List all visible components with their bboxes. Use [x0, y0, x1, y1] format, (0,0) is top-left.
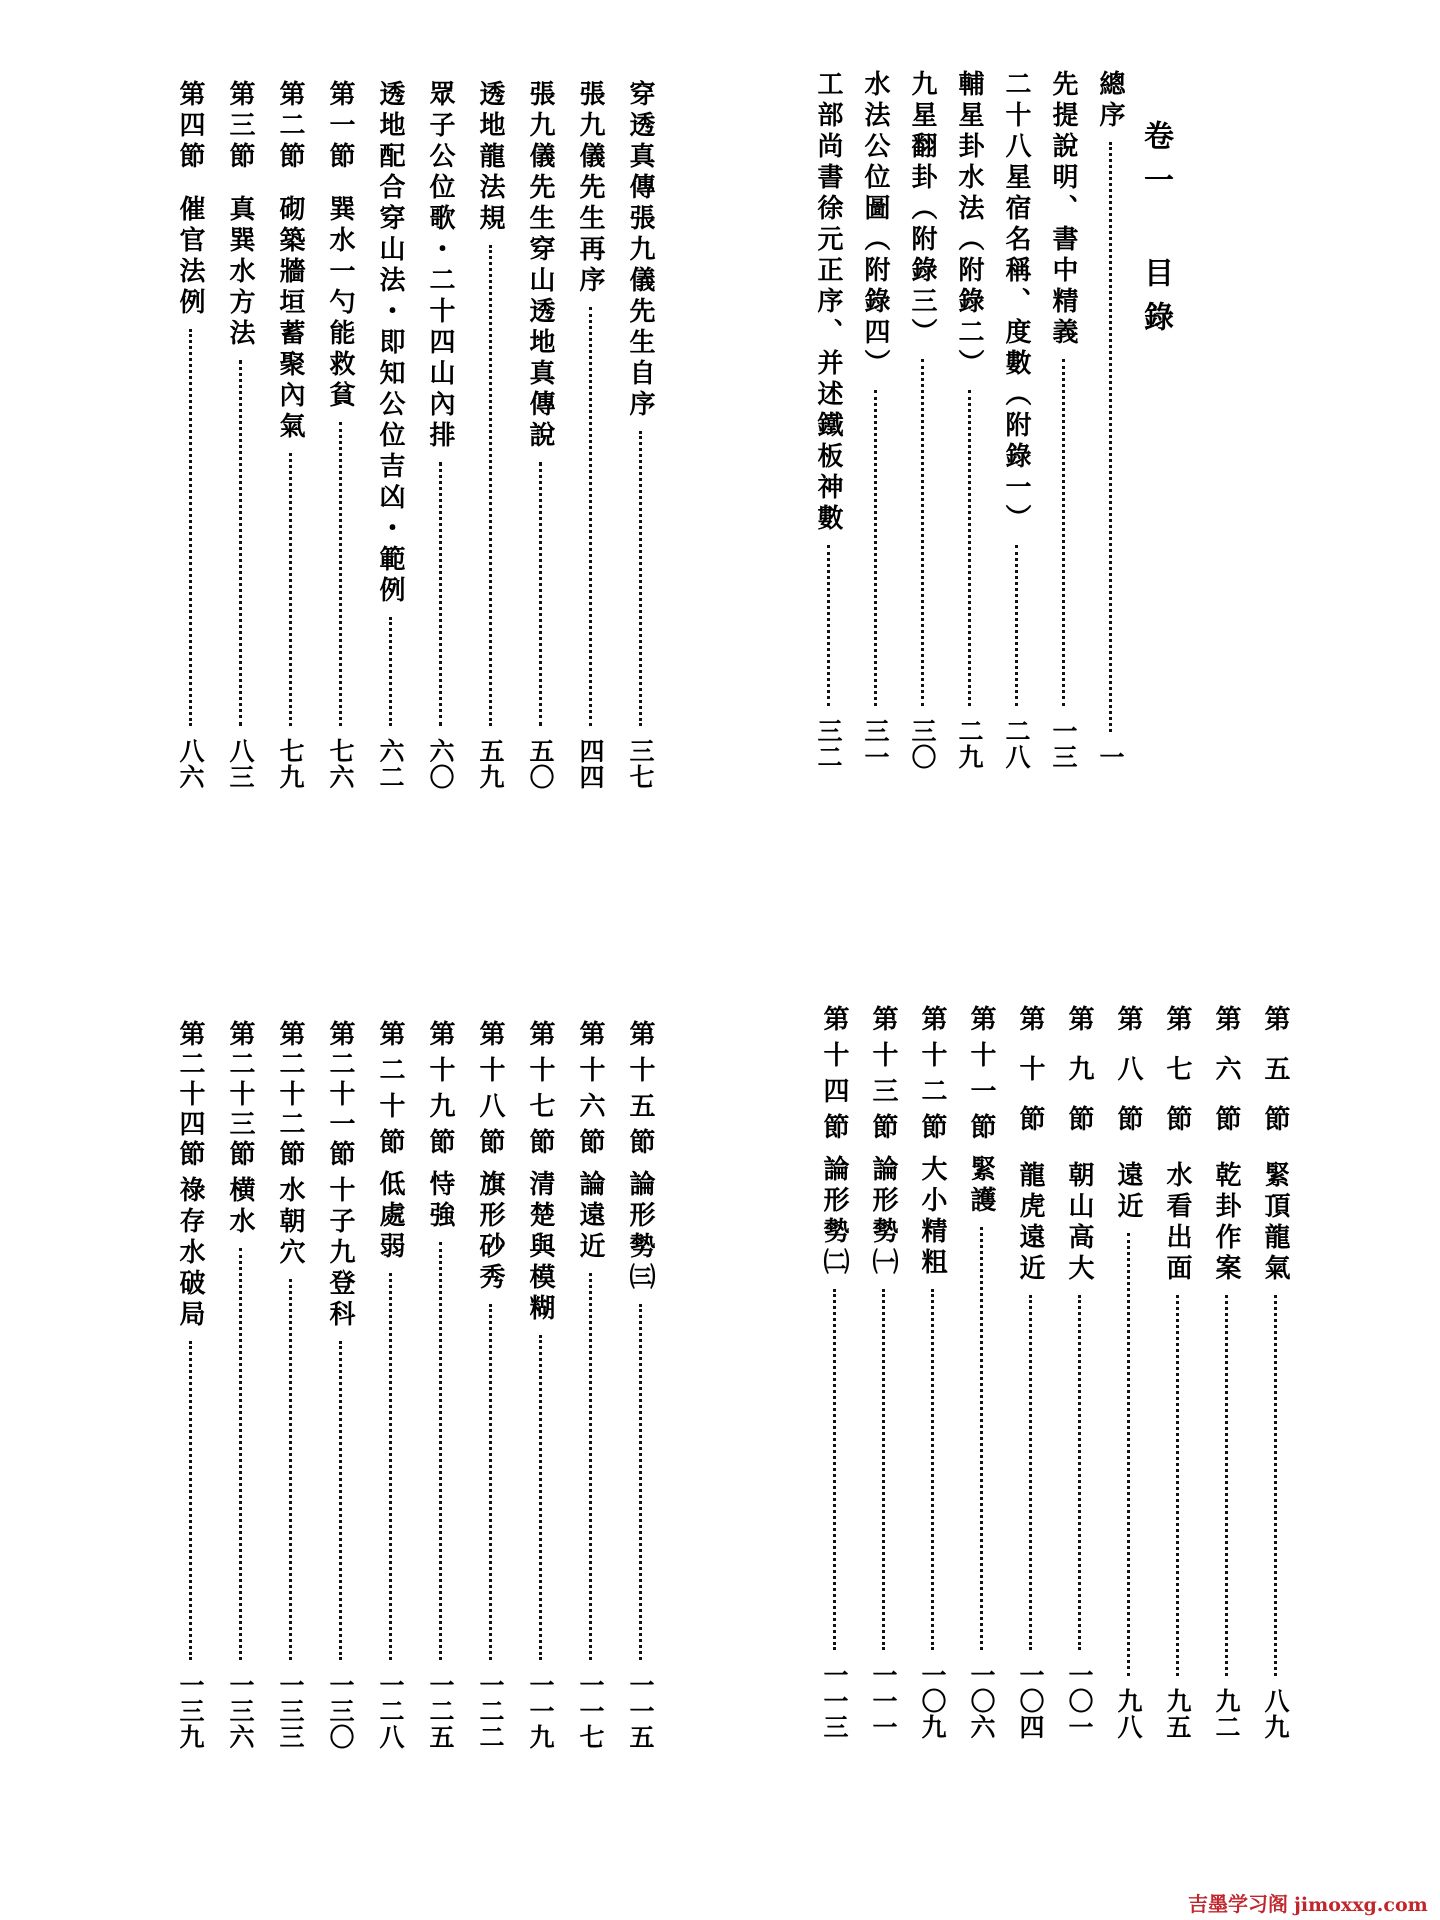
- leader-dots: [980, 1227, 983, 1650]
- toc-entry-label: 横水: [225, 1176, 255, 1238]
- leader-dots: [833, 1289, 836, 1650]
- volume-heading-column: [1130, 120, 1180, 345]
- toc-entry-label: 輔星卦水法（附錄二）: [954, 70, 984, 380]
- toc-page-number: 八六: [176, 738, 205, 790]
- toc-section-label: 第三節: [225, 80, 255, 173]
- toc-page-number: 五〇: [526, 738, 555, 790]
- toc-entry-label: 旗形砂秀: [475, 1170, 505, 1294]
- toc-entry-label: 二十八星宿名稱、度數（附錄一）: [1001, 70, 1031, 535]
- toc-page-number: 二八: [1002, 718, 1031, 770]
- toc-page-number: 五九: [476, 738, 505, 790]
- toc-bottom-right: [810, 1005, 1300, 1740]
- toc-entry-label: 巽水一勺能救貧: [325, 195, 355, 412]
- toc-section-label: 第四節: [175, 80, 205, 173]
- toc-entry-label: 透地龍法規: [475, 80, 505, 235]
- toc-page-number: 一二八: [376, 1672, 405, 1750]
- toc-page-number: 一三六: [226, 1672, 255, 1750]
- leader-dots: [968, 390, 971, 706]
- toc-entry-label: 真巽水方法: [225, 195, 255, 350]
- toc-page-number: 七六: [326, 738, 355, 790]
- toc-page-number: 九二: [1212, 1688, 1241, 1740]
- toc-page-number: 九五: [1163, 1688, 1192, 1740]
- toc-entry-label: 論形勢㈠: [868, 1155, 898, 1279]
- toc-top-right: [800, 70, 1180, 790]
- toc-page-number: 一: [1096, 744, 1125, 770]
- toc-page-number: 一〇一: [1065, 1662, 1094, 1740]
- toc-section-label: 第九節: [1064, 1005, 1094, 1155]
- leader-dots: [882, 1289, 885, 1650]
- toc-entry-label: 遠近: [1113, 1161, 1143, 1223]
- volume-heading: 卷一 目錄: [1138, 120, 1173, 345]
- toc-page-number: 一三〇: [326, 1672, 355, 1750]
- toc-section-label: 第十八節: [475, 1020, 505, 1164]
- watermark-url: jimoxxg.com: [1294, 1894, 1428, 1916]
- watermark-brand: 吉墨学习阁: [1188, 1892, 1288, 1916]
- leader-dots: [539, 462, 542, 726]
- toc-page-number: 四四: [576, 738, 605, 790]
- toc-entry[interactable]: [220, 1020, 260, 1750]
- toc-section-label: 第二十四節: [175, 1020, 205, 1170]
- toc-entry[interactable]: [620, 1020, 660, 1750]
- toc-page-number: 三二: [814, 718, 843, 770]
- toc-entry[interactable]: [620, 80, 660, 790]
- leader-dots: [439, 462, 442, 726]
- toc-entry[interactable]: [1157, 1005, 1197, 1740]
- leader-dots: [1176, 1295, 1179, 1676]
- toc-page-number: 六〇: [426, 738, 455, 790]
- leader-dots: [827, 545, 830, 706]
- toc-section-label: 第十一節: [966, 1005, 996, 1149]
- toc-entry[interactable]: [470, 80, 510, 790]
- leader-dots: [239, 1248, 242, 1660]
- toc-page-number: 八九: [1261, 1688, 1290, 1740]
- leader-dots: [1015, 545, 1018, 706]
- toc-entry[interactable]: [996, 70, 1036, 770]
- toc-entry-label: 論遠近: [575, 1170, 605, 1263]
- toc-entry-label: 水看出面: [1162, 1161, 1192, 1285]
- toc-page-number: 一〇六: [967, 1662, 996, 1740]
- toc-page-number: 二九: [955, 718, 984, 770]
- toc-entry-label: 催官法例: [175, 195, 205, 319]
- toc-page-number: 一二五: [426, 1672, 455, 1750]
- toc-entry[interactable]: [1090, 70, 1130, 770]
- toc-entry-label: 緊護: [966, 1155, 996, 1217]
- toc-section-label: 第八節: [1113, 1005, 1143, 1155]
- toc-entry-label: 乾卦作案: [1211, 1161, 1241, 1285]
- toc-bottom-left: [165, 1020, 665, 1755]
- leader-dots: [189, 329, 192, 726]
- leader-dots: [489, 1304, 492, 1660]
- toc-page-number: 一一三: [820, 1662, 849, 1740]
- toc-section-label: 第二十一節: [325, 1020, 355, 1170]
- toc-page-number: 三七: [626, 738, 655, 790]
- toc-section-label: 第二十二節: [275, 1020, 305, 1170]
- toc-entry-label: 張九儀先生穿山透地真傳說: [525, 80, 555, 452]
- toc-entry[interactable]: [1206, 1005, 1246, 1740]
- toc-entry[interactable]: [520, 80, 560, 790]
- toc-entry[interactable]: [320, 1020, 360, 1750]
- toc-page-number: 六二: [376, 738, 405, 790]
- toc-entry[interactable]: [1010, 1005, 1050, 1740]
- toc-entry[interactable]: [902, 70, 942, 770]
- toc-page-number: 一〇九: [918, 1662, 947, 1740]
- toc-section-label: 第二十三節: [225, 1020, 255, 1170]
- toc-entry[interactable]: [170, 80, 210, 790]
- toc-entry-label: 張九儀先生再序: [575, 80, 605, 297]
- toc-page-number: 一一七: [576, 1672, 605, 1750]
- leader-dots: [1127, 1233, 1130, 1676]
- toc-entry[interactable]: [270, 1020, 310, 1750]
- toc-entry[interactable]: [1059, 1005, 1099, 1740]
- toc-page-number: 一一一: [869, 1662, 898, 1740]
- toc-section-label: 第十節: [1015, 1005, 1045, 1155]
- toc-entry-label: 朝山高大: [1064, 1161, 1094, 1285]
- toc-section-label: 第二節: [275, 80, 305, 173]
- toc-entry-label: 先提說明、書中精義: [1048, 70, 1078, 349]
- toc-section-label: 第十七節: [525, 1020, 555, 1164]
- toc-section-label: 第十四節: [819, 1005, 849, 1149]
- toc-entry[interactable]: [855, 70, 895, 770]
- toc-entry-label: 龍虎遠近: [1015, 1161, 1045, 1285]
- leader-dots: [1029, 1295, 1032, 1650]
- leader-dots: [289, 453, 292, 726]
- toc-entry[interactable]: [912, 1005, 952, 1740]
- toc-entry[interactable]: [270, 80, 310, 790]
- toc-page-number: 一〇四: [1016, 1662, 1045, 1740]
- leader-dots: [539, 1335, 542, 1660]
- leader-dots: [589, 307, 592, 726]
- leader-dots: [339, 422, 342, 726]
- toc-section-label: 第十五節: [625, 1020, 655, 1164]
- toc-page-number: 七九: [276, 738, 305, 790]
- toc-page-number: 一三三: [276, 1672, 305, 1750]
- toc-entry-label: 祿存水破局: [175, 1176, 205, 1331]
- toc-entry-label: 透地配合穿山法・即知公位吉凶・範例: [375, 80, 405, 607]
- toc-section-label: 第六節: [1211, 1005, 1241, 1155]
- toc-entry[interactable]: [863, 1005, 903, 1740]
- toc-section-label: 第十三節: [868, 1005, 898, 1149]
- toc-entry-label: 工部尚書徐元正序、并述鐵板神數: [813, 70, 843, 535]
- toc-section-label: 第十六節: [575, 1020, 605, 1164]
- toc-entry-label: 大小精粗: [917, 1155, 947, 1279]
- leader-dots: [189, 1341, 192, 1660]
- toc-entry[interactable]: [570, 1020, 610, 1750]
- toc-entry-label: 清楚與模糊: [525, 1170, 555, 1325]
- site-watermark: [1188, 1888, 1428, 1914]
- toc-page-number: 一三九: [176, 1672, 205, 1750]
- toc-entry[interactable]: [961, 1005, 1001, 1740]
- leader-dots: [1078, 1295, 1081, 1650]
- leader-dots: [1062, 359, 1065, 706]
- toc-entry-label: 穿透真傳張九儀先生自序: [625, 80, 655, 421]
- toc-page-number: 三一: [861, 718, 890, 770]
- toc-entry-label: 緊頂龍氣: [1260, 1161, 1290, 1285]
- toc-page-number: 一三: [1049, 718, 1078, 770]
- toc-section-label: 第七節: [1162, 1005, 1192, 1155]
- leader-dots: [921, 359, 924, 706]
- leader-dots: [239, 360, 242, 726]
- toc-entry[interactable]: [370, 1020, 410, 1750]
- leader-dots: [639, 431, 642, 726]
- leader-dots: [589, 1273, 592, 1660]
- toc-entry-label: 論形勢㈢: [625, 1170, 655, 1294]
- leader-dots: [1274, 1295, 1277, 1676]
- toc-entry-label: 總序: [1095, 70, 1125, 132]
- leader-dots: [639, 1304, 642, 1660]
- toc-entry[interactable]: [170, 1020, 210, 1750]
- toc-top-left: [165, 80, 665, 800]
- leader-dots: [874, 390, 877, 706]
- toc-entry-label: 九星翻卦（附錄三）: [907, 70, 937, 349]
- toc-entry[interactable]: [470, 1020, 510, 1750]
- toc-section-label: 第五節: [1260, 1005, 1290, 1155]
- toc-entry[interactable]: [570, 80, 610, 790]
- leader-dots: [931, 1289, 934, 1650]
- toc-entry-label: 砌築牆垣蓄聚內氣: [275, 195, 305, 443]
- toc-page-number: 一一九: [526, 1672, 555, 1750]
- toc-entry[interactable]: [1043, 70, 1083, 770]
- toc-entry[interactable]: [808, 70, 848, 770]
- toc-entry-label: 恃強: [425, 1170, 455, 1232]
- leader-dots: [439, 1242, 442, 1660]
- toc-page-number: 九八: [1114, 1688, 1143, 1740]
- toc-entry[interactable]: [949, 70, 989, 770]
- toc-entry[interactable]: [320, 80, 360, 790]
- toc-entry[interactable]: [220, 80, 260, 790]
- toc-entry-label: 十子九登科: [325, 1176, 355, 1331]
- toc-entry[interactable]: [420, 80, 460, 790]
- toc-entry[interactable]: [520, 1020, 560, 1750]
- toc-page-number: 三〇: [908, 718, 937, 770]
- toc-entry-label: 眾子公位歌・二十四山內排: [425, 80, 455, 452]
- toc-entry[interactable]: [1255, 1005, 1295, 1740]
- toc-entry-label: 水朝穴: [275, 1176, 305, 1269]
- toc-entry[interactable]: [370, 80, 410, 790]
- toc-entry-label: 水法公位圖（附錄四）: [860, 70, 890, 380]
- toc-section-label: 第一節: [325, 80, 355, 173]
- toc-entry[interactable]: [1108, 1005, 1148, 1740]
- leader-dots: [389, 1273, 392, 1660]
- toc-section-label: 第二十節: [375, 1020, 405, 1164]
- leader-dots: [389, 617, 392, 726]
- leader-dots: [339, 1341, 342, 1660]
- leader-dots: [289, 1279, 292, 1660]
- toc-page-number: 一二二: [476, 1672, 505, 1750]
- toc-entry[interactable]: [420, 1020, 460, 1750]
- toc-page-number: 八三: [226, 738, 255, 790]
- toc-section-label: 第十二節: [917, 1005, 947, 1149]
- toc-entry[interactable]: [814, 1005, 854, 1740]
- leader-dots: [1109, 142, 1112, 732]
- toc-section-label: 第十九節: [425, 1020, 455, 1164]
- toc-entry-label: 低處弱: [375, 1170, 405, 1263]
- leader-dots: [1225, 1295, 1228, 1676]
- leader-dots: [489, 245, 492, 726]
- toc-entry-label: 論形勢㈡: [819, 1155, 849, 1279]
- toc-page-number: 一一五: [626, 1672, 655, 1750]
